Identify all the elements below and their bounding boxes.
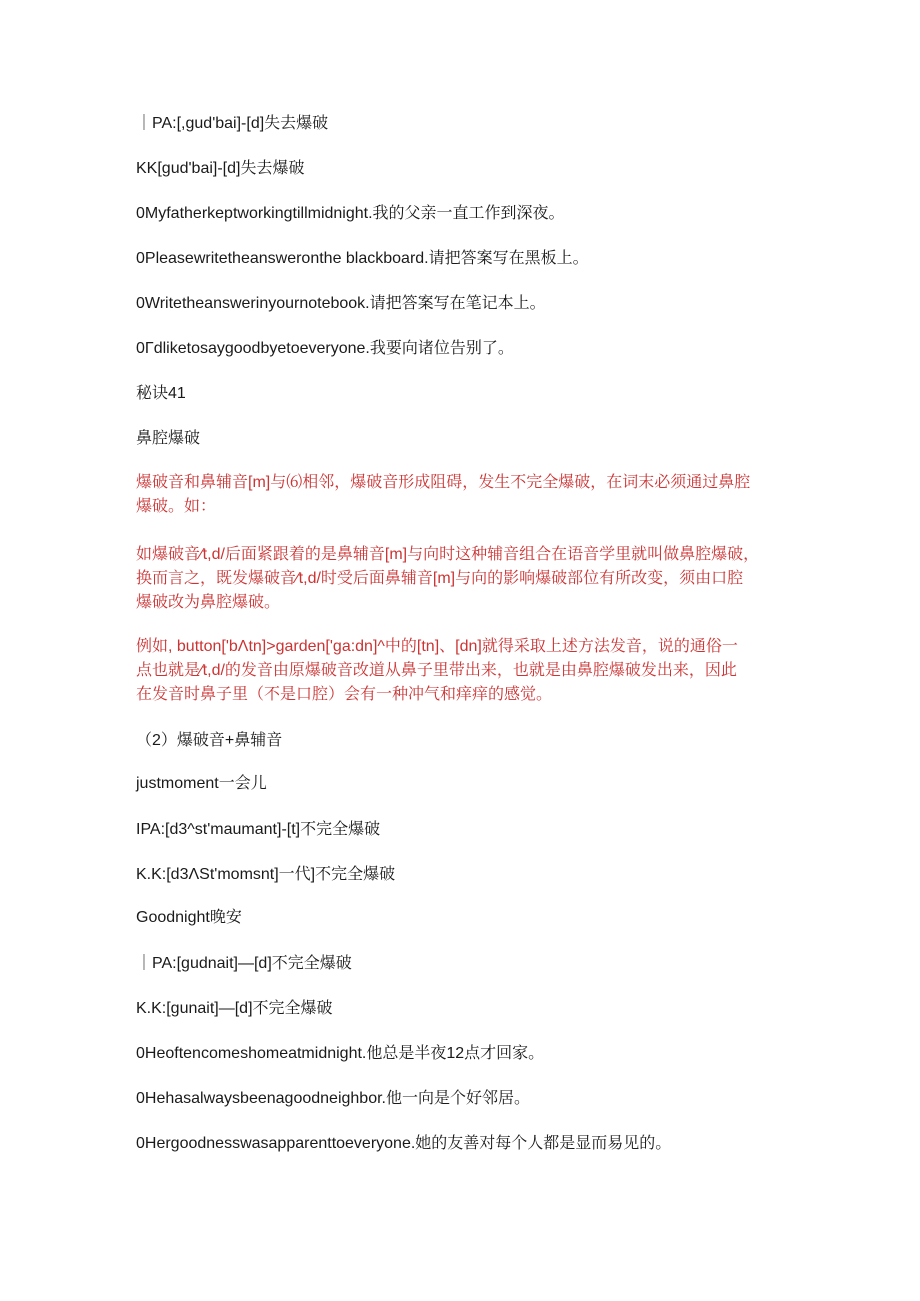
section-heading-title: 鼻腔爆破 xyxy=(136,430,201,447)
example-sentence: 0Myfatherkeptworkingtillmidnight.我的父亲一直工作到深夜。 xyxy=(136,205,565,222)
example-sentence: 0Γdliketosaygoodbyetoeveryone.我要向诸位告别了。 xyxy=(136,340,514,357)
explanation-paragraph xyxy=(136,543,796,615)
ipa-line: ｜PA:[gudnait]—[d]不完全爆破 xyxy=(136,955,352,972)
paragraph-line: 如爆破音∕t,d/后面紧跟着的是鼻辅音[m]与向时这种辅音组合在语音学里就叫做鼻腔爆破， xyxy=(136,546,760,563)
explanation-paragraph xyxy=(136,471,796,519)
paragraph-line: 点也就是∕t,d/的发音由原爆破音改道从鼻子里带出来，也就是由鼻腔爆破发出来，因此 xyxy=(136,662,737,679)
vocab-word: justmoment一会儿 xyxy=(136,775,267,792)
paragraph-line: 换而言之，既发爆破音∕t,d/时受后面鼻辅音[m]与向的影响爆破部位有所改变，须由口腔 xyxy=(136,570,744,587)
example-sentence: 0Hehasalwaysbeenagoodneighbor.他一向是个好邻居。 xyxy=(136,1090,530,1107)
paragraph-line: 爆破改为鼻腔爆破。 xyxy=(136,594,281,611)
ipa-line: IPA:[d3^st'maumant]-[t]不完全爆破 xyxy=(136,821,381,838)
kk-line: K.K:[gunait]—[d]不完全爆破 xyxy=(136,1000,333,1017)
example-sentence: 0Pleasewritetheansweronthe blackboard.请把答案写在黑板上。 xyxy=(136,250,589,267)
subsection-heading: （2）爆破音+鼻辅音 xyxy=(136,732,283,749)
section-heading-number: 秘诀41 xyxy=(136,385,186,402)
vocab-word: Goodnight晚安 xyxy=(136,909,242,926)
paragraph-line: 在发音时鼻子里（不是口腔）会有一种冲气和痒痒的感觉。 xyxy=(136,686,553,703)
kk-line: K.K:[d3ΛSt'momsnt]一代]不完全爆破 xyxy=(136,866,396,883)
paragraph-line: 爆破音和鼻辅音[m]与⑹相邻，爆破音形成阻碍，发生不完全爆破，在词末必须通过鼻腔 xyxy=(136,474,751,491)
paragraph-line: 例如, button['bΛtn]>garden['ga:dn]^中的[tn]、[dn]就得采取上述方法发音，说的通俗一 xyxy=(136,638,738,655)
ipa-goodbye-line: ｜PA:[,gud'bai]-[d]失去爆破 xyxy=(136,115,329,132)
paragraph-line: 爆破。如： xyxy=(136,498,217,515)
example-sentence: 0Hergoodnesswasapparenttoeveryone.她的友善对每个人都是显而易见的。 xyxy=(136,1135,672,1152)
kk-goodbye-line: KK[gud'bai]-[d]失去爆破 xyxy=(136,160,305,177)
example-sentence: 0Writetheanswerinyournotebook.请把答案写在笔记本上。 xyxy=(136,295,546,312)
example-sentence: 0Heoftencomeshomeatmidnight.他总是半夜12点才回家。 xyxy=(136,1045,545,1062)
explanation-paragraph xyxy=(136,635,796,707)
